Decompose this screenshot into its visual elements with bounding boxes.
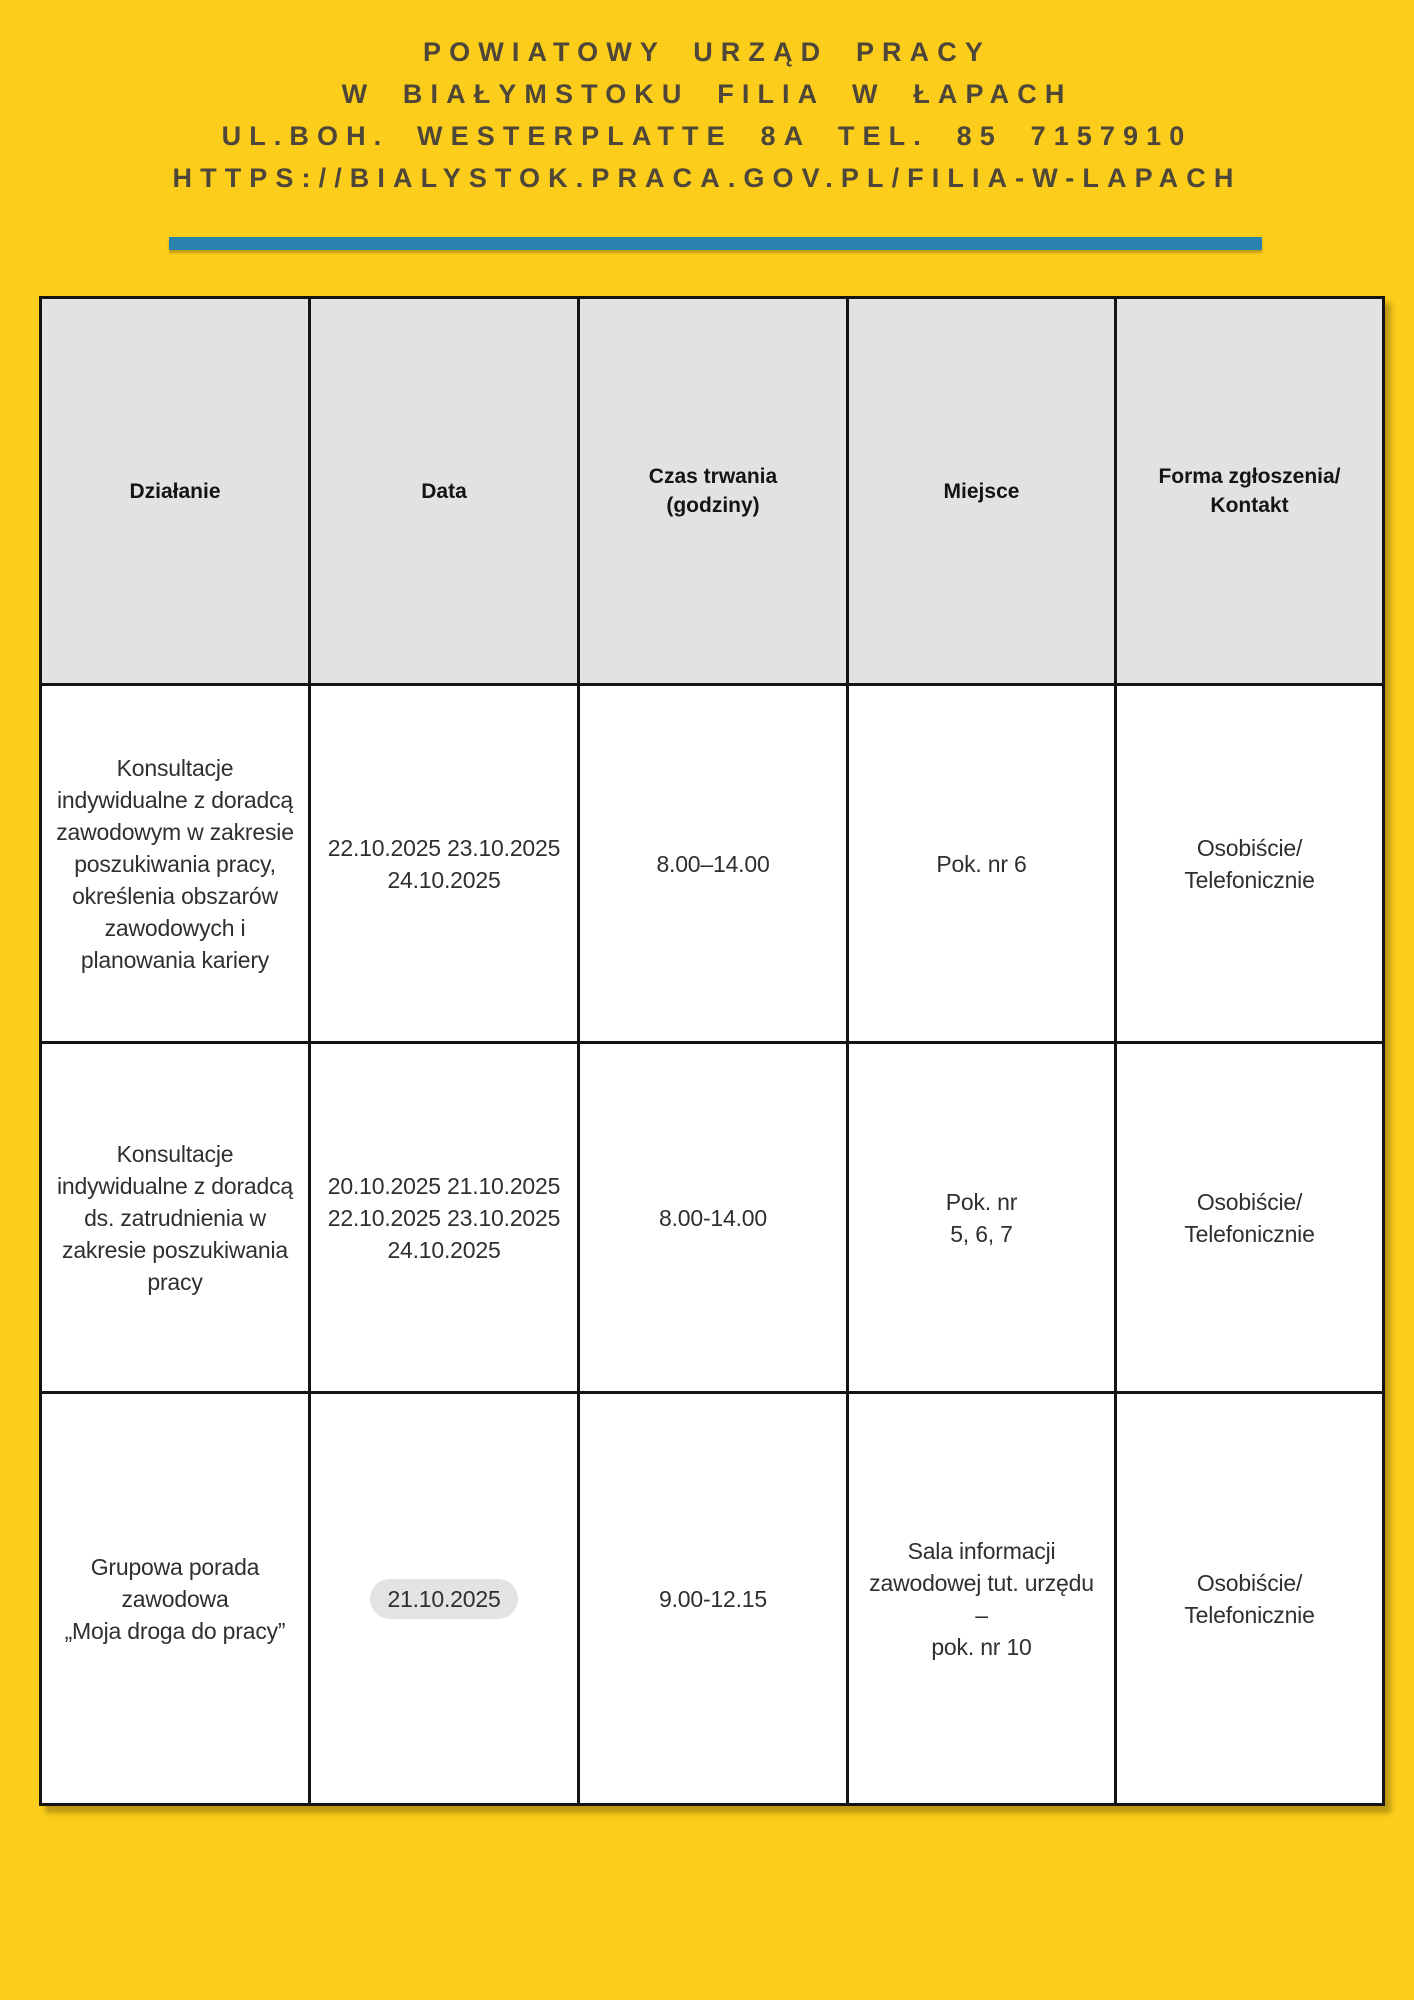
header-cell-place [848, 298, 1116, 685]
header-label-date: Data [421, 479, 467, 503]
cell-place [848, 685, 1116, 1043]
cell-contact [1116, 685, 1384, 1043]
activity-text: Grupowa porada zawodowa „Moja droga do pracy” [64, 1553, 286, 1644]
header-label-place: Miejsce [943, 479, 1020, 503]
cell-time [579, 1393, 848, 1805]
banner-line-office-name: POWIATOWY URZĄD PRACY [423, 37, 991, 67]
header-label-duration: Czas trwania (godziny) [648, 465, 778, 517]
activity-text: Konsultacje indywidualne z doradcą ds. zatrudnienia w zakresie poszukiwania pracy [57, 1140, 293, 1295]
cell-date [310, 685, 579, 1043]
place-text: Pok. nr 6 [936, 850, 1027, 877]
header-cell-duration [579, 298, 848, 685]
cell-activity [41, 685, 310, 1043]
table-row [41, 685, 1384, 1043]
table-row [41, 1043, 1384, 1393]
blue-divider-bar [169, 237, 1262, 250]
time-text: 9.00-12.15 [659, 1585, 767, 1612]
header-cell-contact [1116, 298, 1384, 685]
place-text: Pok. nr 5, 6, 7 [945, 1188, 1018, 1247]
cell-date [310, 1393, 579, 1805]
cell-place [848, 1043, 1116, 1393]
table-row [41, 1393, 1384, 1805]
cell-time [579, 685, 848, 1043]
header-row [41, 298, 1384, 685]
contact-text: Osobiście/ Telefonicznie [1184, 1188, 1315, 1247]
date-text: 22.10.2025 23.10.2025 24.10.2025 [327, 834, 561, 893]
cell-time [579, 1043, 848, 1393]
banner-line-address-phone: UL.BOH. WESTERPLATTE 8A TEL. 85 7157910 [221, 121, 1193, 151]
cell-contact [1116, 1393, 1384, 1805]
header-cell-activity [41, 298, 310, 685]
banner-line-website: HTTPS://BIALYSTOK.PRACA.GOV.PL/FILIA-W-LAPACH [172, 163, 1242, 193]
header-label-contact: Forma zgłoszenia/ Kontakt [1158, 465, 1341, 517]
cell-date [310, 1043, 579, 1393]
contact-text: Osobiście/ Telefonicznie [1184, 834, 1315, 893]
date-text: 20.10.2025 21.10.2025 22.10.2025 23.10.2025 24.10.2025 [327, 1172, 561, 1263]
cell-place [848, 1393, 1116, 1805]
cell-activity [41, 1043, 310, 1393]
time-text: 8.00-14.00 [659, 1204, 767, 1231]
cell-contact [1116, 1043, 1384, 1393]
schedule-table [39, 296, 1385, 1806]
banner-line-branch: W BIAŁYMSTOKU FILIA W ŁAPACH [341, 79, 1073, 109]
place-text: Sala informacji zawodowej tut. urzędu – pok. nr 10 [869, 1537, 1094, 1660]
header-label-activity: Działanie [129, 479, 221, 503]
cell-activity [41, 1393, 310, 1805]
header-cell-date [310, 298, 579, 685]
time-text: 8.00–14.00 [656, 850, 770, 877]
activity-text: Konsultacje indywidualne z doradcą zawodowym w zakresie poszukiwania pracy, określenia obszarów zawodowych i planowania kariery [56, 754, 294, 973]
office-banner [0, 31, 1414, 199]
contact-text: Osobiście/ Telefonicznie [1184, 1569, 1315, 1628]
date-highlight-pill: 21.10.2025 [370, 1579, 517, 1619]
